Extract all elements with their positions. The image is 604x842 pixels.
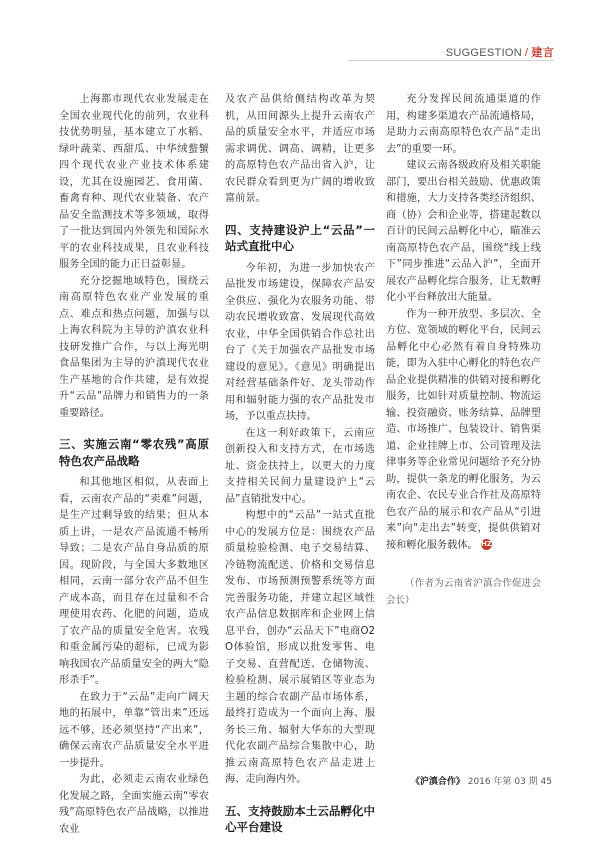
page-header — [446, 44, 554, 60]
paragraph: 充分挖掘地域特色，围绕云南高原特色农业产业发展的重点、难点和热点问题，加强与以上海农科院为主导的沪滇农业科技研发推广合作，与以上海光明食品集团为主导的沪滇现代农业生产基地的合作共建，是有效提升“云品”品牌力和销售力的一条重要路径。 — [59, 275, 209, 419]
column-middle — [225, 92, 375, 842]
page-footer — [411, 774, 552, 787]
magazine-name: 《沪滇合作》 — [410, 777, 465, 787]
paragraph: 在这一利好政策下，云南应创新投入和支持方式，在市场选址、资金扶持上，以更大的力度支持相关民间力量建设沪上“云品”直销批发中心。 — [225, 427, 375, 505]
header-rule — [348, 60, 554, 61]
paragraph: 为此，必须走云南农业绿色化发展之路，全面实施云南“零农残”高原特色农产品战略，以推进农业 — [59, 774, 209, 835]
issue-label: 2016 年第 03 期 — [467, 777, 538, 787]
author-note: （作者为云南省沪滇合作促进会会长） — [386, 578, 541, 606]
section-heading: 五、支持鼓励本土云品孵化中心平台建设 — [225, 803, 375, 834]
column-left — [59, 92, 209, 838]
paragraph: 和其他地区相似，从表面上看，云南农产品的“卖难”问题，是生产过剩导致的结果；但从本质上讲，一是农产品流通不畅所导致；二是农产品自身品质的原因。现阶段，与全国大多数地区相同，云南一部分农产品不但生产成本高，而且存在过量和不合理使用农药、化肥的问题，造成了农产品的质量安全危害。农残和重金属污染的超标，已成为影响我国农产品质量安全的两大“隐形杀手”。 — [59, 477, 209, 686]
paragraph: 及农产品供给侧结构改革为契机，从田间源头上提升云南农产品的质量安全水平，并适应市场需求调优、调高、调精，让更多的高原特色农产品出省入沪，让农民群众看到更为广阔的增收致富前景。 — [225, 94, 375, 204]
header-slash: / — [525, 47, 529, 59]
paragraph: 充分发挥民间流通渠道的作用，构建多渠道农产品流通格局，是助力云南高原特色农产品“走出去”的重要一环。 — [386, 94, 541, 155]
header-label: SUGGESTION — [445, 47, 523, 59]
page-number: 45 — [540, 777, 552, 787]
paragraph: 上海都市现代农业发展走在全国农业现代化的前列，农业科技优势明显，基本建立了水稻、绿叶蔬菜、西甜瓜、中华绒螯蟹四个现代农业产业技术体系建设，尤其在设施园艺、食用菌、畜禽育种、现代农业装备、农产品安全监测技术等多领域，取得了一批达到国内外领先和国际水平的农业科技成果，且农业科技服务全国的能力正日益彰显。 — [59, 94, 209, 270]
paragraph — [386, 307, 541, 555]
end-mark-icon: HZ — [480, 540, 492, 548]
header-section: 建言 — [531, 47, 554, 59]
column-right — [386, 92, 541, 609]
section-heading: 三、实施云南“零农残”高原特色农产品战略 — [59, 437, 209, 468]
paragraph: 构想中的“云品”一站式直批中心的发展方位是：围绕农产品质量检验检测、电子交易结算、冷链物流配送、价格和交易信息发布、市场预测预警系统等方面完善服务功能，并建立起区域性农产品信息数据库和企业网上信息平台，创办“云品天下”电商O2O体验馆，形成以批发零售、电子交易、直营配送、仓储物流、检验检测、展示展销区等业态为主题的综合农副产品市场体系，最终打造成为一个面向上海、服务长三角、辐射大华东的大型现代化农副产品综合集散中心，助推云南高原特色农产品走进上海、走向海内外。 — [225, 510, 375, 785]
section-heading: 四、支持建设沪上“云品”一站式直批中心 — [225, 222, 375, 253]
paragraph: 在致力于“云品”走向广阔天地的拓展中，单靠“管出来”还远远不够，还必须坚持“产出来”，确保云南农产品质量安全水平进一步提升。 — [59, 691, 209, 769]
paragraph: 建议云南各级政府及相关职能部门，要出台相关鼓励、优惠政策和措施，大力支持各类经济组织、商（协）会和企业等，搭建起数以百计的民间云品孵化中心，瞄准云南高原特色农产品，围绕“线上线下”同步推进“云品入沪”，全面开展农产品孵化综合服务，让无数孵化小平台释放出大能量。 — [386, 160, 541, 303]
paragraph: 今年初，为进一步加快农产品批发市场建设，保障农产品安全供应、强化为农服务功能、带动农民增收致富、发展现代高效农业，中华全国供销合作总社出台了《关于加强农产品批发市场建设的意见》。《意见》明确提出对经营基础条件好、龙头带动作用和辐射能力强的农产品批发市场，予以重点扶持。 — [225, 262, 375, 422]
paragraph-text: 作为一种开放型、多层次、全方位、宽领域的孵化平台，民间云品孵化中心必然有着自身特殊功能，即为入驻中心孵化的特色农产品企业提供精准的供销对接和孵化服务，比如针对质量控制、物流运输、投资融资、账务结算、品牌塑造、市场推广、包装设计、销售渠道、企业挂牌上市、公司管理及法律事务等企业常见问题给予充分协助，提供一条龙的孵化服务，为云南农企、农民专业合作社及高原特色农产品的展示和农产品从“引进来”向“走出去”转变，提供供销对接和孵化服务载体。 — [386, 308, 541, 551]
